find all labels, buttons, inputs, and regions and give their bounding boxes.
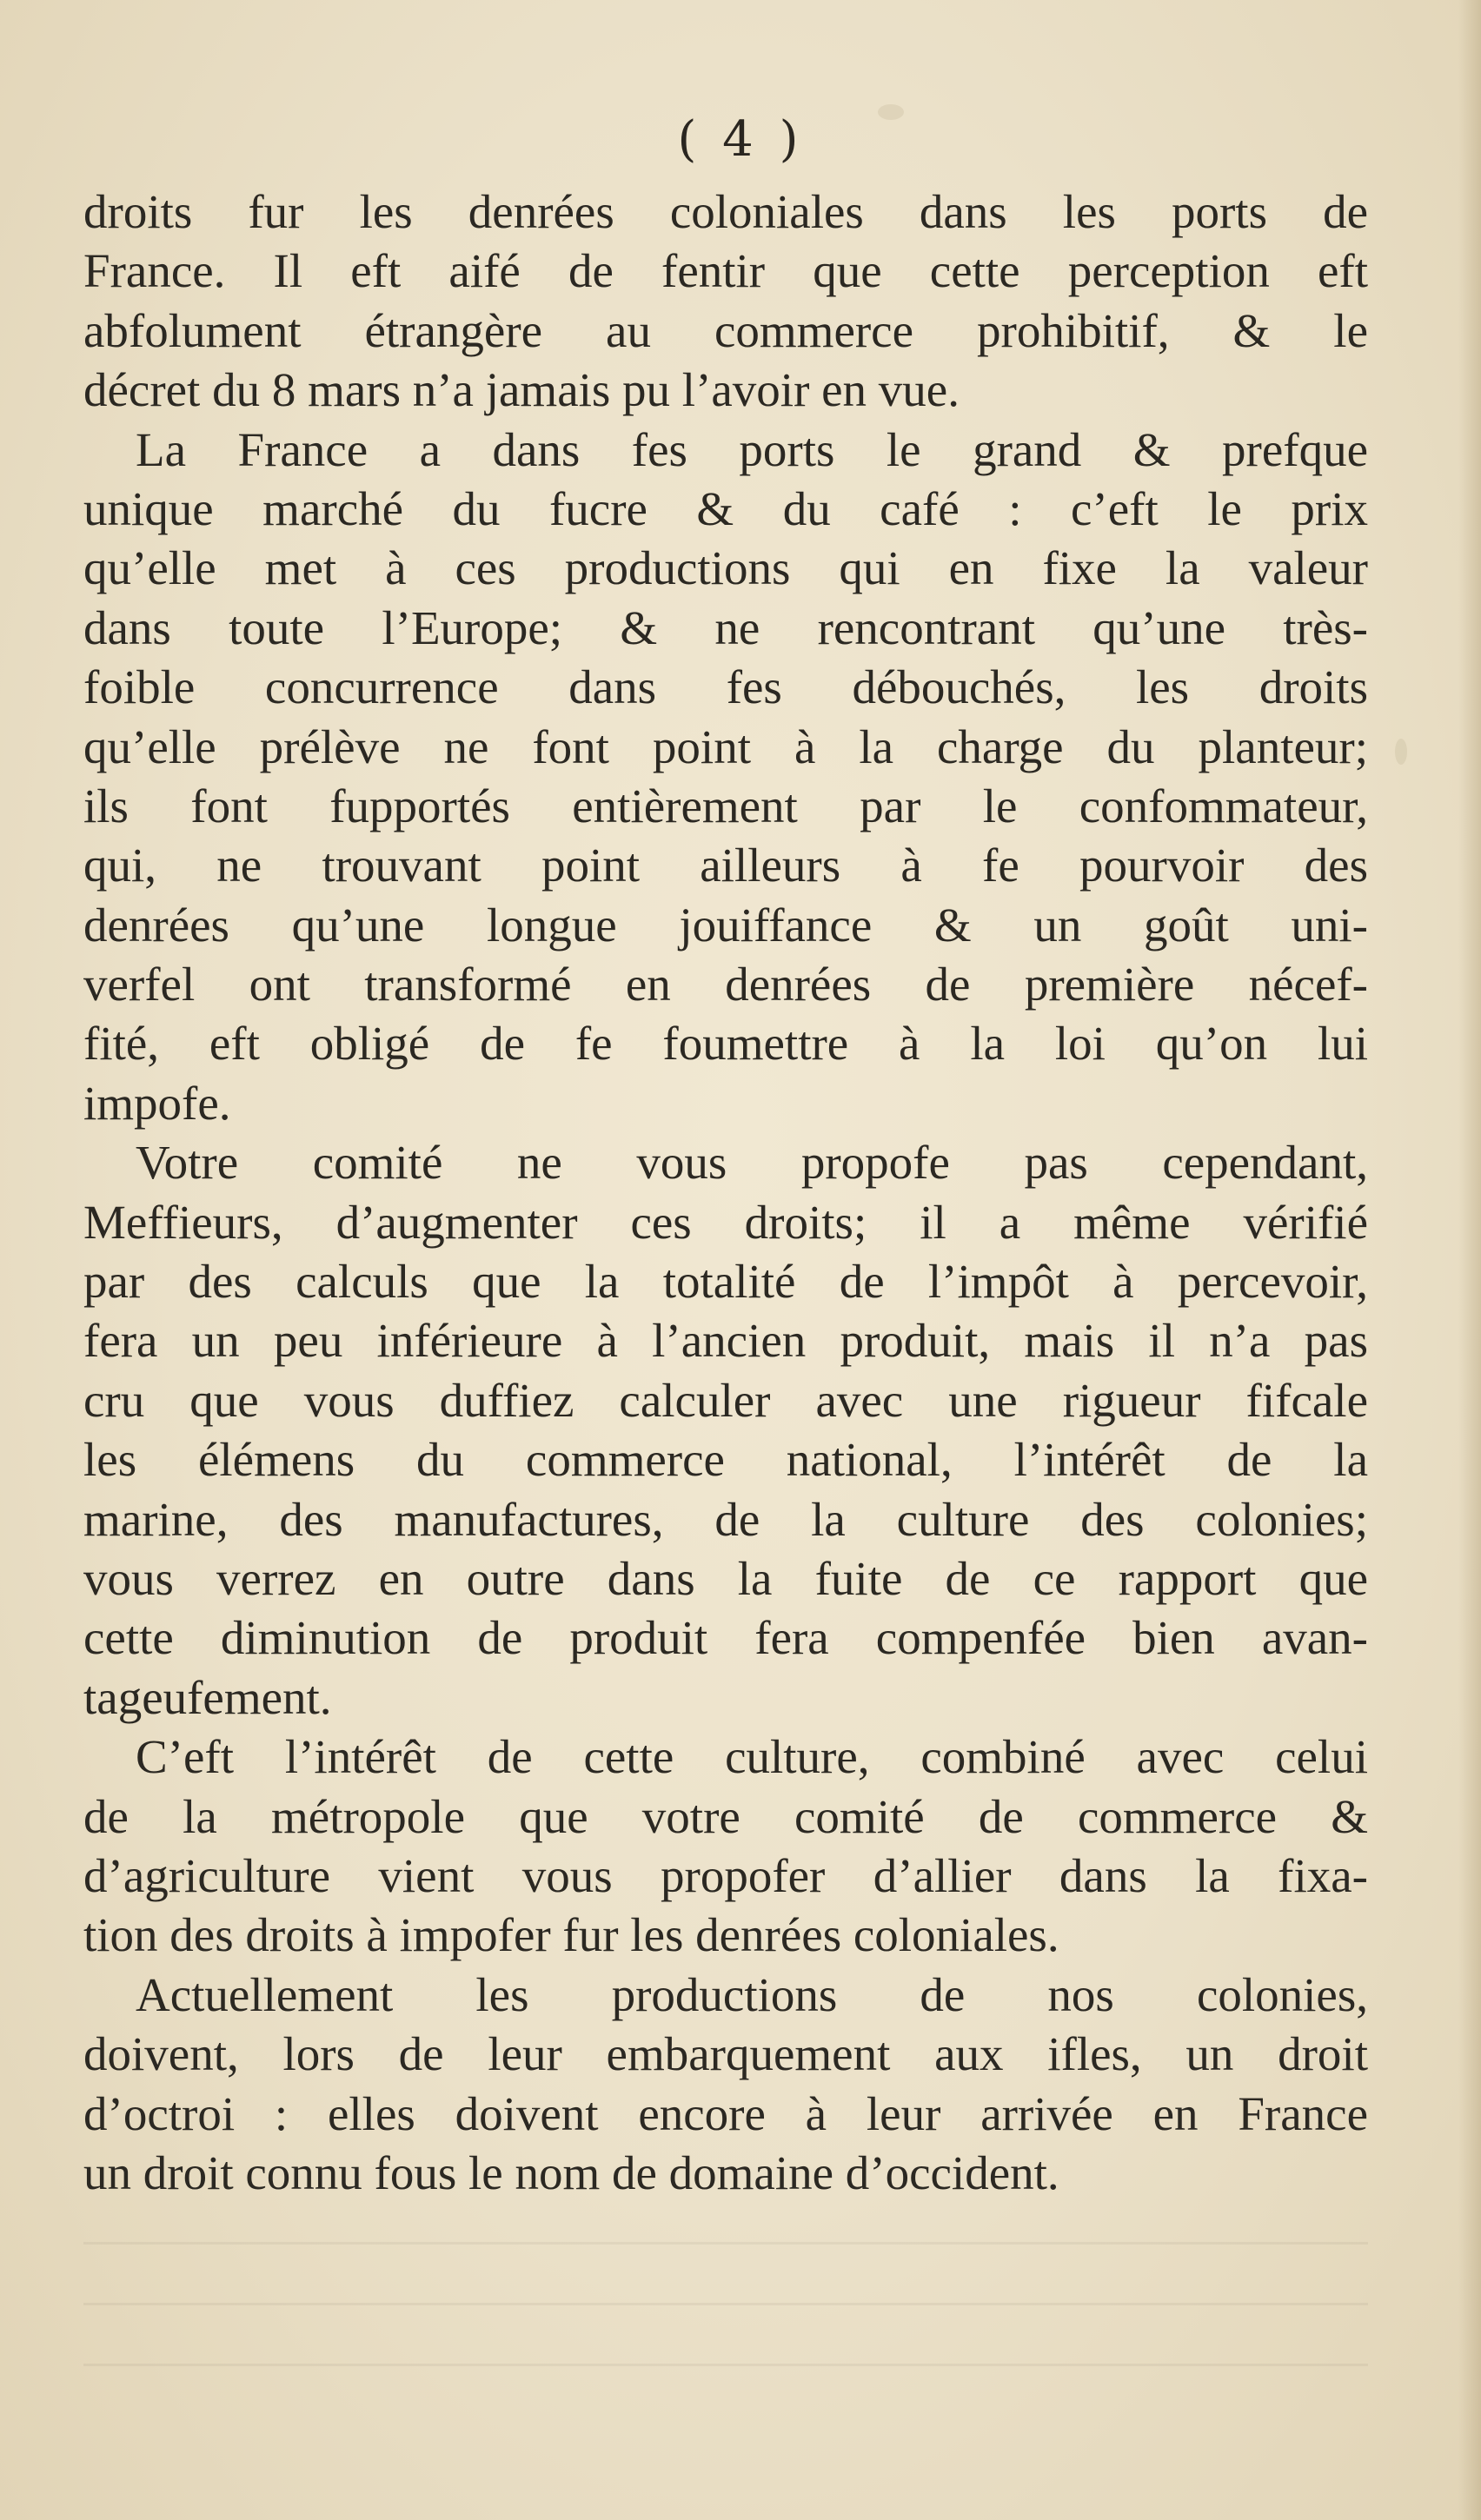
text-line: tion des droits à impofer fur les denrées coloniales. [83,1908,1059,1962]
body-text [83,182,1368,2203]
text-line: ils font fupportés entièrement par le confommateur, [83,779,1368,832]
text-line: vous verrez en outre dans la fuite de ce rapport que [83,1551,1368,1605]
text-line: impofe. [83,1076,231,1130]
paragraph-start-line: C’eft l’intérêt de cette culture, combiné avec celui [136,1730,1368,1784]
text-line: un droit connu fous le nom de domaine d’occident. [83,2145,1059,2199]
text-line: denrées qu’une longue jouiffance & un goût uni- [83,898,1368,952]
text-line: qui, ne trouvant point ailleurs à fe pourvoir des [83,839,1368,892]
text-line: qu’elle prélève ne font point à la charge du planteur; [83,720,1368,773]
page-edge-shadow [1458,0,1481,2520]
paragraph-start-line: La France a dans fes ports le grand & prefque [136,422,1368,476]
text-line: les élémens du commerce national, l’intérêt de la [83,1433,1368,1487]
show-through-text [83,2242,1368,2381]
text-line: qu’elle met à ces productions qui en fixe la valeur [83,541,1368,595]
text-line: fera un peu inférieure à l’ancien produit, mais il n’a pas [83,1314,1368,1368]
text-line: unique marché du fucre & du café : c’eft le prix [83,481,1368,535]
paper-stain [1395,739,1407,765]
text-line: d’agriculture vient vous propofer d’allier dans la fixa- [83,1848,1368,1902]
text-line: droits fur les denrées coloniales dans les ports de [83,185,1368,238]
paragraph-start-line: Votre comité ne vous propofe pas cependant, [136,1136,1368,1190]
text-line: d’octroi : elles doivent encore à leur arrivée en France [83,2086,1368,2140]
text-line: verfel ont transformé en denrées de première nécef- [83,958,1368,1011]
text-line: décret du 8 mars n’a jamais pu l’avoir en vue. [83,363,960,417]
text-line: par des calculs que la totalité de l’impôt à percevoir, [83,1255,1368,1309]
text-line: foible concurrence dans fes débouchés, les droits [83,660,1368,714]
text-line: France. Il eft aifé de fentir que cette perception eft [83,244,1368,298]
text-line: fité, eft obligé de fe foumettre à la loi qu’on lui [83,1017,1368,1071]
text-line: cette diminution de produit fera compenfée bien avan- [83,1611,1368,1665]
text-line: abfolument étrangère au commerce prohibitif, & le [83,303,1368,357]
page-number: ( 4 ) [677,111,804,168]
text-line: cru que vous duffiez calculer avec une rigueur fifcale [83,1373,1368,1427]
text-line: Meffieurs, d’augmenter ces droits; il a même vérifié [83,1195,1368,1249]
text-line: marine, des manufactures, de la culture des colonies; [83,1492,1368,1546]
paragraph-start-line: Actuellement les productions de nos colonies, [136,1967,1368,2021]
text-line: de la métropole que votre comité de commerce & [83,1789,1368,1843]
text-line: dans toute l’Europe; & ne rencontrant qu’une très- [83,600,1368,654]
text-line: tageufement. [83,1670,332,1724]
text-line: doivent, lors de leur embarquement aux ifles, un droit [83,2027,1368,2081]
